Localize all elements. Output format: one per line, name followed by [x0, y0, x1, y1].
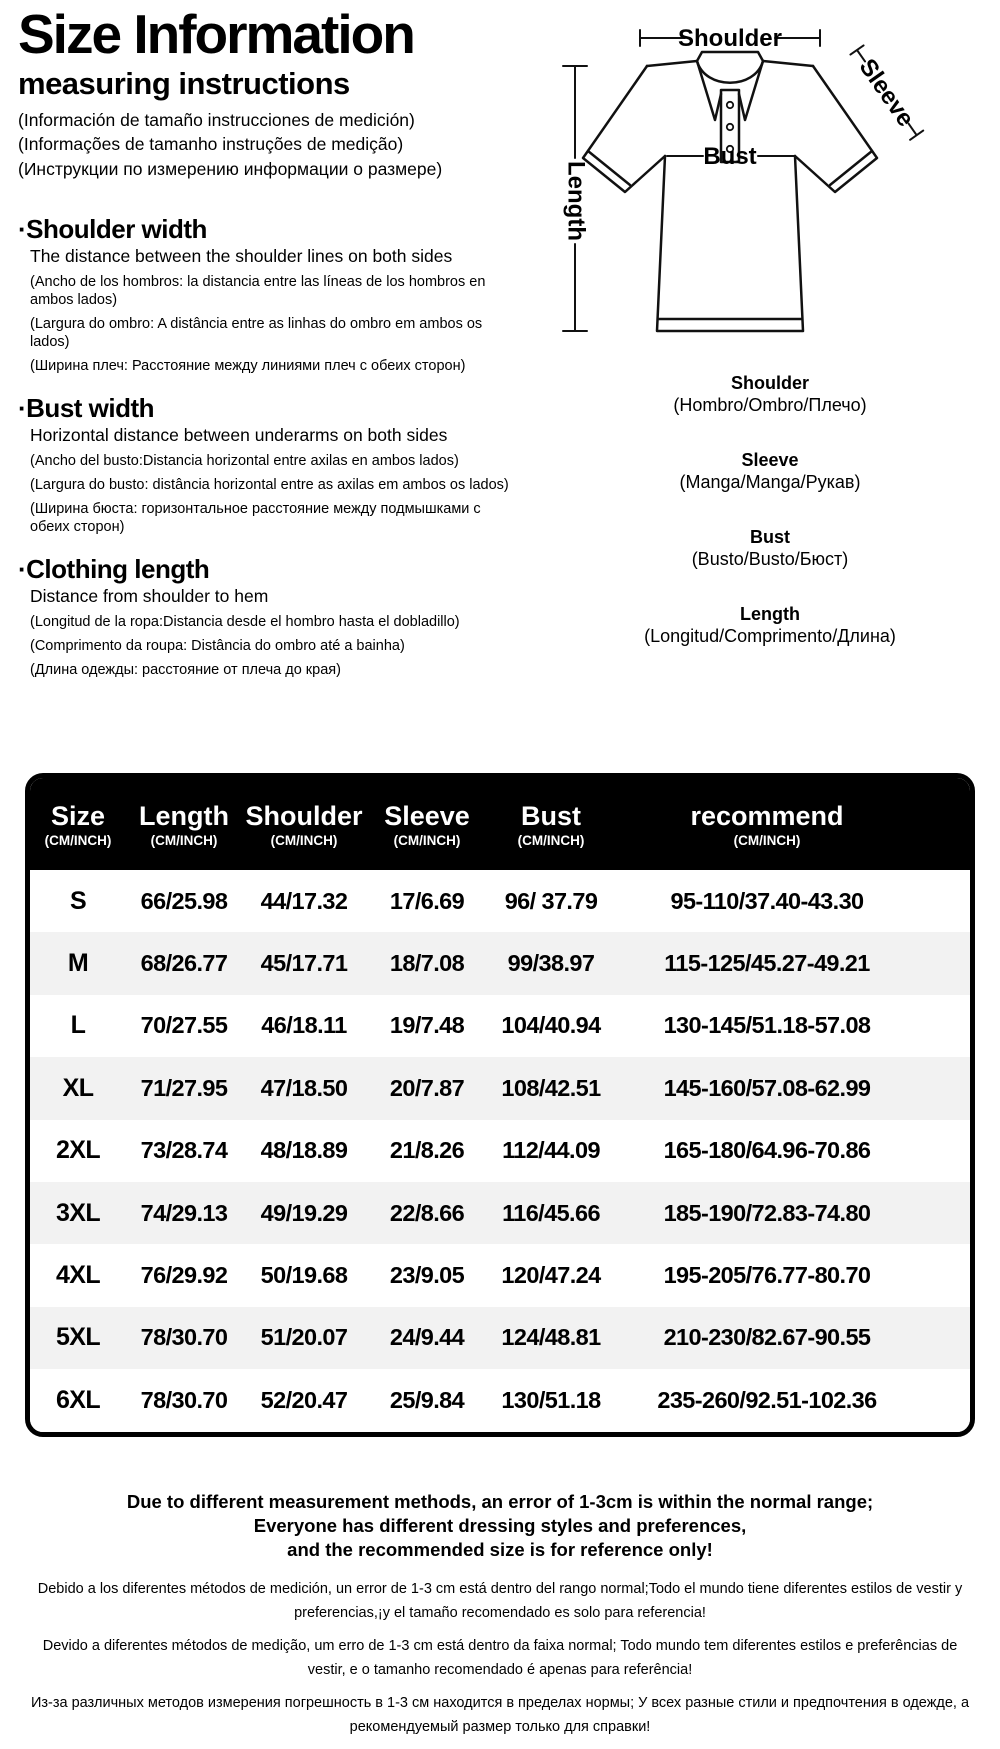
table-cell: 104/40.94 — [501, 1012, 601, 1039]
legend-item-sleeve — [555, 449, 985, 493]
legend-name: Sleeve — [741, 450, 799, 470]
table-cell: M — [67, 949, 89, 978]
header-translation-ru: (Инструкции по измерению информации о размере) — [18, 158, 443, 179]
section-description: Horizontal distance between underarms on both sides — [30, 425, 448, 445]
table-cell: 66/25.98 — [140, 887, 228, 914]
size-table — [25, 773, 975, 1437]
table-cell: 17/6.69 — [389, 887, 465, 914]
section-heading: ·Bust width — [18, 393, 155, 423]
column-header-length — [126, 801, 242, 850]
section-bust-width — [18, 393, 543, 536]
bust-measure-label: Bust — [703, 143, 757, 170]
header-translation-pt: (Informações de tamanho instruções de medição) — [18, 134, 404, 154]
sleeve-measure-label: Sleeve — [853, 53, 920, 132]
table-cell: 20/7.87 — [389, 1074, 465, 1101]
section-shoulder-width — [18, 214, 543, 375]
measure-legend — [555, 372, 985, 680]
table-cell: 22/8.66 — [389, 1199, 465, 1226]
page-title: Size Information — [18, 3, 414, 65]
section-translation-es: (Longitud de la ropa:Distancia desde el hombro hasta el dobladillo) — [30, 614, 460, 630]
table-cell: 50/19.68 — [260, 1262, 348, 1289]
column-name: Shoulder — [245, 800, 363, 831]
notice-translation-es: Debido a los diferentes métodos de medición, un error de 1-3 cm está dentro del rango normal;Todo el mundo tiene diferentes estilos de vestir y preferencias,¡y el tamaño recomendado es solo para referencia! — [37, 1581, 963, 1621]
table-row — [30, 870, 970, 932]
polo-shirt-diagram — [545, 6, 995, 354]
section-translation-pt: (Largura do ombro: A distância entre as linhas do ombro em ambos os lados) — [30, 316, 483, 350]
table-cell: 3XL — [55, 1198, 101, 1227]
legend-item-length — [555, 603, 985, 647]
table-cell: 78/30.70 — [140, 1324, 228, 1351]
table-cell: 96/ 37.79 — [504, 887, 598, 914]
legend-translation: (Manga/Manga/Рукав) — [679, 472, 861, 492]
legend-name: Shoulder — [730, 373, 809, 393]
table-cell: 108/42.51 — [501, 1074, 601, 1101]
column-unit: (CM/INCH) — [517, 832, 585, 848]
header-translation-es: (Información de tamaño instrucciones de medición) — [18, 109, 415, 130]
section-translation-pt: (Comprimento da roupa: Distância do ombro até a bainha) — [30, 638, 405, 654]
section-translation-ru: (Длина одежды: расстояние от плеча до края) — [30, 662, 341, 678]
table-cell: 18/7.08 — [389, 950, 465, 977]
section-translations — [30, 613, 543, 679]
table-cell: 6XL — [55, 1385, 101, 1414]
table-cell: 124/48.81 — [501, 1324, 601, 1351]
table-row — [30, 1120, 970, 1182]
shoulder-measure-label: Shoulder — [677, 25, 783, 52]
table-row — [30, 1057, 970, 1119]
header — [18, 4, 553, 181]
table-cell: 46/18.11 — [261, 1012, 347, 1039]
section-clothing-length — [18, 554, 543, 679]
notice-translation-pt: Devido a diferentes métodos de medição, um erro de 1-3 cm está dentro da faixa normal; Todo mundo tem diferentes estilos e preferências de vestir, e o tamanho recomendado é apenas para referência! — [42, 1638, 958, 1678]
table-body — [30, 870, 970, 1432]
column-name: Sleeve — [384, 800, 470, 831]
table-cell: 25/9.84 — [389, 1386, 465, 1413]
header-translations — [18, 108, 553, 182]
polo-shirt-icon — [545, 6, 995, 354]
table-row — [30, 995, 970, 1057]
table-cell: 165-180/64.96-70.86 — [663, 1137, 871, 1164]
table-row — [30, 1307, 970, 1369]
legend-translation: (Longitud/Comprimento/Длина) — [644, 626, 896, 646]
table-cell: 78/30.70 — [140, 1386, 228, 1413]
column-unit: (CM/INCH) — [44, 832, 112, 848]
column-unit: (CM/INCH) — [733, 832, 801, 848]
table-cell: 145-160/57.08-62.99 — [663, 1074, 871, 1101]
table-cell: 74/29.13 — [140, 1199, 228, 1226]
table-cell: 210-230/82.67-90.55 — [663, 1324, 871, 1351]
table-cell: 73/28.74 — [140, 1137, 228, 1164]
legend-item-bust — [555, 526, 985, 570]
table-cell: L — [70, 1011, 86, 1040]
column-name: Size — [50, 800, 106, 831]
table-cell: 19/7.48 — [389, 1012, 465, 1039]
table-row — [30, 932, 970, 994]
measurement-notice — [30, 1490, 970, 1562]
measuring-sections — [18, 214, 543, 697]
section-translations — [30, 273, 543, 375]
section-translation-pt: (Largura do busto: distância horizontal entre as axilas em ambos os lados) — [30, 477, 509, 493]
table-cell: 47/18.50 — [260, 1074, 348, 1101]
notice-line: Everyone has different dressing styles and preferences, — [253, 1515, 747, 1536]
table-cell: 52/20.47 — [260, 1386, 348, 1413]
table-cell: 48/18.89 — [260, 1137, 348, 1164]
table-cell: 44/17.32 — [260, 887, 348, 914]
table-cell: 49/19.29 — [260, 1199, 348, 1226]
table-cell: 130-145/51.18-57.08 — [663, 1012, 871, 1039]
column-unit: (CM/INCH) — [393, 832, 461, 848]
legend-translation: (Hombro/Ombro/Плечо) — [673, 395, 867, 415]
table-cell: 76/29.92 — [140, 1262, 228, 1289]
notice-line: Due to different measurement methods, an error of 1-3cm is within the normal range; — [126, 1491, 874, 1512]
table-cell: S — [69, 886, 87, 915]
table-cell: 112/44.09 — [502, 1137, 600, 1164]
notice-line: and the recommended size is for reference only! — [287, 1539, 713, 1560]
table-cell: 130/51.18 — [501, 1386, 601, 1413]
table-cell: 120/47.24 — [501, 1262, 601, 1289]
column-header-size — [30, 801, 126, 850]
column-header-shoulder — [242, 801, 366, 850]
table-cell: 51/20.07 — [260, 1324, 348, 1351]
table-row — [30, 1244, 970, 1306]
page-subtitle: measuring instructions — [18, 65, 350, 101]
table-cell: 2XL — [55, 1136, 101, 1165]
table-row — [30, 1369, 970, 1431]
table-cell: 185-190/72.83-74.80 — [663, 1199, 871, 1226]
column-name: Length — [139, 800, 229, 831]
table-cell: 195-205/76.77-80.70 — [663, 1262, 871, 1289]
column-unit: (CM/INCH) — [150, 832, 218, 848]
table-cell: 99/38.97 — [507, 950, 595, 977]
table-cell: 70/27.55 — [140, 1012, 228, 1039]
notice-translation-ru: Из-за различных методов измерения погрешность в 1-3 см находится в пределах нормы; У всех разные стили и предпочтения в одежде, а рекомендуемый размер только для справки! — [30, 1695, 970, 1735]
table-cell: 23/9.05 — [389, 1262, 465, 1289]
table-cell: 115-125/45.27-49.21 — [664, 950, 870, 977]
table-header — [30, 778, 970, 870]
section-translations — [30, 452, 543, 536]
table-cell: 95-110/37.40-43.30 — [670, 887, 864, 914]
table-cell: 68/26.77 — [140, 950, 228, 977]
section-translation-es: (Ancho de los hombros: la distancia entre las líneas de los hombros en ambos lados) — [30, 274, 486, 308]
column-name: Bust — [521, 800, 581, 831]
table-cell: 71/27.95 — [140, 1074, 228, 1101]
column-header-recommend — [614, 801, 970, 850]
table-cell: 21/8.26 — [389, 1137, 465, 1164]
table-cell: 45/17.71 — [260, 950, 348, 977]
legend-name: Length — [740, 604, 800, 624]
table-cell: 235-260/92.51-102.36 — [657, 1386, 877, 1413]
section-translation-ru: (Ширина бюста: горизонтальное расстояние между подмышками с обеих сторон) — [30, 501, 481, 535]
section-heading: ·Clothing length — [18, 554, 210, 584]
section-description: The distance between the shoulder lines on both sides — [30, 246, 453, 266]
notice-translations — [30, 1578, 970, 1749]
column-name: recommend — [690, 800, 844, 831]
legend-translation: (Busto/Busto/Бюст) — [691, 549, 849, 569]
length-measure-label: Length — [562, 161, 590, 241]
column-header-bust — [488, 801, 614, 850]
section-heading: ·Shoulder width — [18, 214, 207, 244]
table-cell: 4XL — [55, 1261, 101, 1290]
column-header-sleeve — [366, 801, 488, 850]
table-cell: 24/9.44 — [389, 1324, 465, 1351]
column-unit: (CM/INCH) — [270, 832, 338, 848]
table-row — [30, 1182, 970, 1244]
legend-item-shoulder — [555, 372, 985, 416]
section-translation-ru: (Ширина плеч: Расстояние между линиями плеч с обеих сторон) — [30, 358, 466, 374]
table-cell: 116/45.66 — [502, 1199, 600, 1226]
section-translation-es: (Ancho del busto:Distancia horizontal entre axilas en ambos lados) — [30, 453, 459, 469]
table-cell: 5XL — [55, 1323, 101, 1352]
table-cell: XL — [62, 1073, 94, 1102]
section-description: Distance from shoulder to hem — [30, 586, 269, 606]
legend-name: Bust — [750, 527, 790, 547]
